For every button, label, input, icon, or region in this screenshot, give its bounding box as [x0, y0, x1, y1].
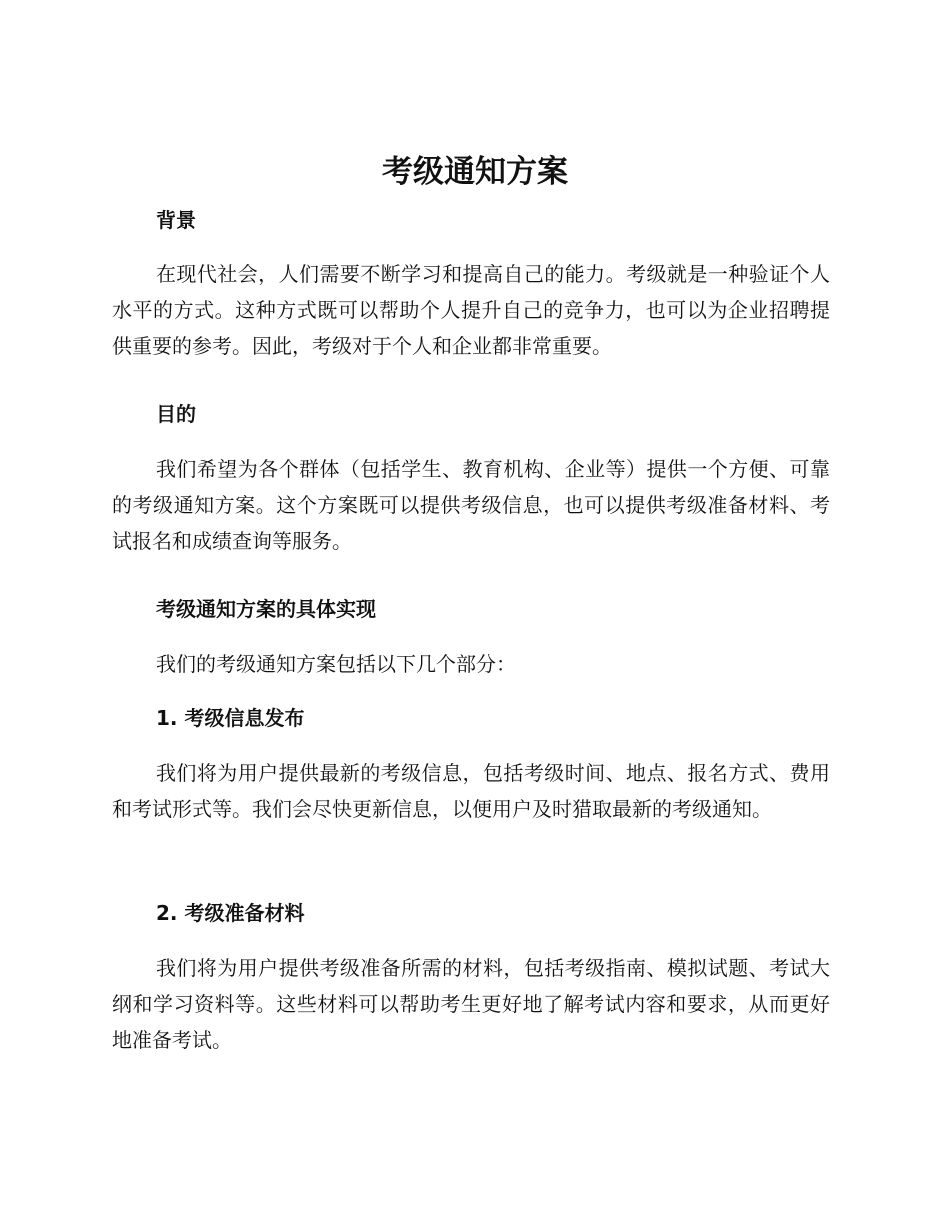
section-paragraph-purpose: 我们希望为各个群体（包括学生、教育机构、企业等）提供一个方便、可靠的考级通知方案。这个方案既可以提供考级信息，也可以提供考级准备材料、考试报名和成绩查询等服务。 — [112, 457, 830, 553]
section-heading-background: 背景 — [156, 208, 196, 232]
section-paragraph-implementation: 我们的考级通知方案包括以下几个部分： — [156, 652, 516, 676]
section-paragraph-background: 在现代社会，人们需要不断学习和提高自己的能力。考级就是一种验证个人水平的方式。这种方式既可以帮助个人提升自己的竞争力，也可以为企业招聘提供重要的参考。因此，考级对于个人和企业都非常重要。 — [112, 262, 830, 358]
section-heading-prep-materials: 2. 考级准备材料 — [156, 901, 305, 925]
page-title: 考级通知方案 — [382, 154, 568, 190]
section-heading-implementation: 考级通知方案的具体实现 — [156, 597, 376, 621]
section-heading-info-release: 1. 考级信息发布 — [156, 706, 305, 730]
section-paragraph-prep-materials: 我们将为用户提供考级准备所需的材料，包括考级指南、模拟试题、考试大纲和学习资料等。这些材料可以帮助考生更好地了解考试内容和要求，从而更好地准备考试。 — [112, 956, 830, 1052]
section-heading-purpose: 目的 — [156, 402, 196, 426]
section-paragraph-info-release: 我们将为用户提供最新的考级信息，包括考级时间、地点、报名方式、费用和考试形式等。我们会尽快更新信息，以便用户及时猎取最新的考级通知。 — [112, 761, 830, 821]
